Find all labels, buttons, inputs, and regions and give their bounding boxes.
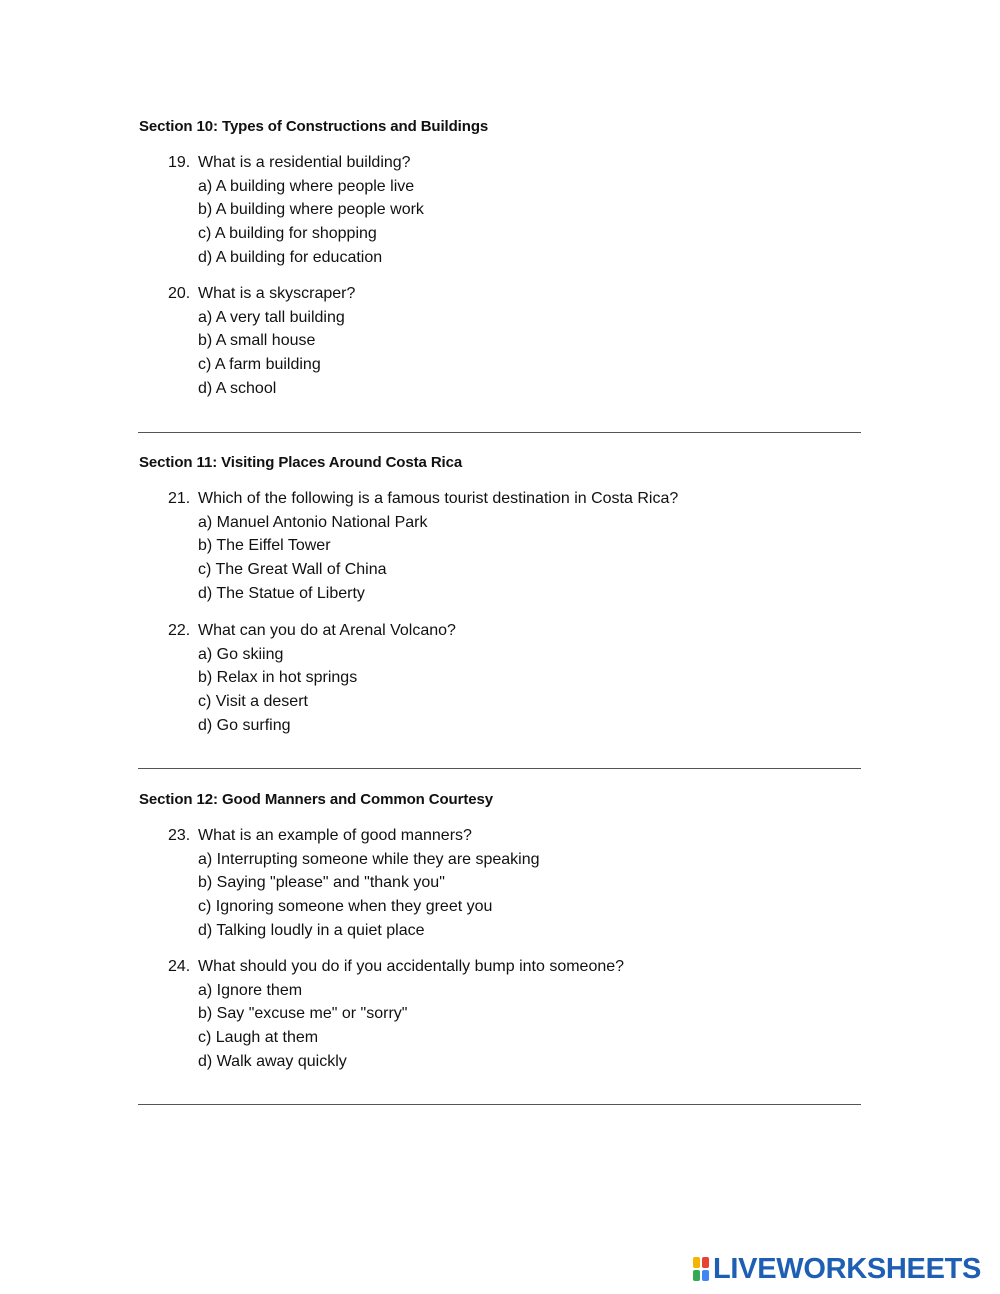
section-title: Section 12: Good Manners and Common Courtesy	[139, 791, 493, 808]
section-title: Section 10: Types of Constructions and Buildings	[139, 118, 489, 135]
answer-option[interactable]: d) Walk away quickly	[198, 1053, 347, 1070]
section-divider	[138, 768, 861, 769]
answer-option[interactable]: c) A farm building	[198, 356, 321, 373]
section-divider	[138, 1104, 861, 1105]
question-number: 20.	[168, 285, 191, 302]
answer-option[interactable]: c) Laugh at them	[198, 1029, 319, 1046]
logo-mark-tile	[693, 1270, 700, 1281]
question-text: What is an example of good manners?	[198, 827, 472, 844]
logo-text: LIVEWORKSHEETS	[713, 1253, 982, 1285]
question-number: 21.	[168, 490, 191, 507]
question-number: 23.	[168, 827, 191, 844]
answer-option[interactable]: b) Saying "please" and "thank you"	[198, 874, 445, 891]
answer-option[interactable]: b) The Eiffel Tower	[198, 537, 331, 554]
answer-option[interactable]: b) Relax in hot springs	[198, 669, 358, 686]
question-number: 19.	[168, 154, 191, 171]
answer-option[interactable]: d) Go surfing	[198, 717, 291, 734]
question-number: 22.	[168, 622, 191, 639]
question-text: What should you do if you accidentally bump into someone?	[198, 958, 625, 975]
answer-option[interactable]: d) A building for education	[198, 249, 383, 266]
logo-mark-tile	[693, 1257, 700, 1268]
section-title: Section 11: Visiting Places Around Costa Rica	[139, 454, 463, 471]
answer-option[interactable]: a) Go skiing	[198, 646, 284, 663]
answer-option[interactable]: b) Say "excuse me" or "sorry"	[198, 1005, 408, 1022]
answer-option[interactable]: a) Ignore them	[198, 982, 303, 999]
answer-option[interactable]: b) A small house	[198, 332, 316, 349]
answer-option[interactable]: a) Interrupting someone while they are speaking	[198, 851, 540, 868]
question-number: 24.	[168, 958, 191, 975]
answer-option[interactable]: c) Visit a desert	[198, 693, 308, 710]
answer-option[interactable]: c) Ignoring someone when they greet you	[198, 898, 493, 915]
liveworksheets-mark-icon	[692, 1256, 710, 1282]
answer-option[interactable]: b) A building where people work	[198, 201, 424, 218]
answer-option[interactable]: c) A building for shopping	[198, 225, 377, 242]
answer-option[interactable]: a) A building where people live	[198, 178, 415, 195]
answer-option[interactable]: a) Manuel Antonio National Park	[198, 514, 428, 531]
answer-option[interactable]: d) The Statue of Liberty	[198, 585, 365, 602]
question-text: Which of the following is a famous tourist destination in Costa Rica?	[198, 490, 679, 507]
section-divider	[138, 432, 861, 433]
answer-option[interactable]: a) A very tall building	[198, 309, 345, 326]
logo-mark-tile	[702, 1270, 709, 1281]
question-text: What can you do at Arenal Volcano?	[198, 622, 456, 639]
logo-mark-tile	[702, 1257, 709, 1268]
answer-option[interactable]: d) Talking loudly in a quiet place	[198, 922, 425, 939]
question-text: What is a skyscraper?	[198, 285, 356, 302]
answer-option[interactable]: c) The Great Wall of China	[198, 561, 387, 578]
liveworksheets-logo	[692, 1254, 981, 1284]
answer-option[interactable]: d) A school	[198, 380, 277, 397]
question-text: What is a residential building?	[198, 154, 411, 171]
